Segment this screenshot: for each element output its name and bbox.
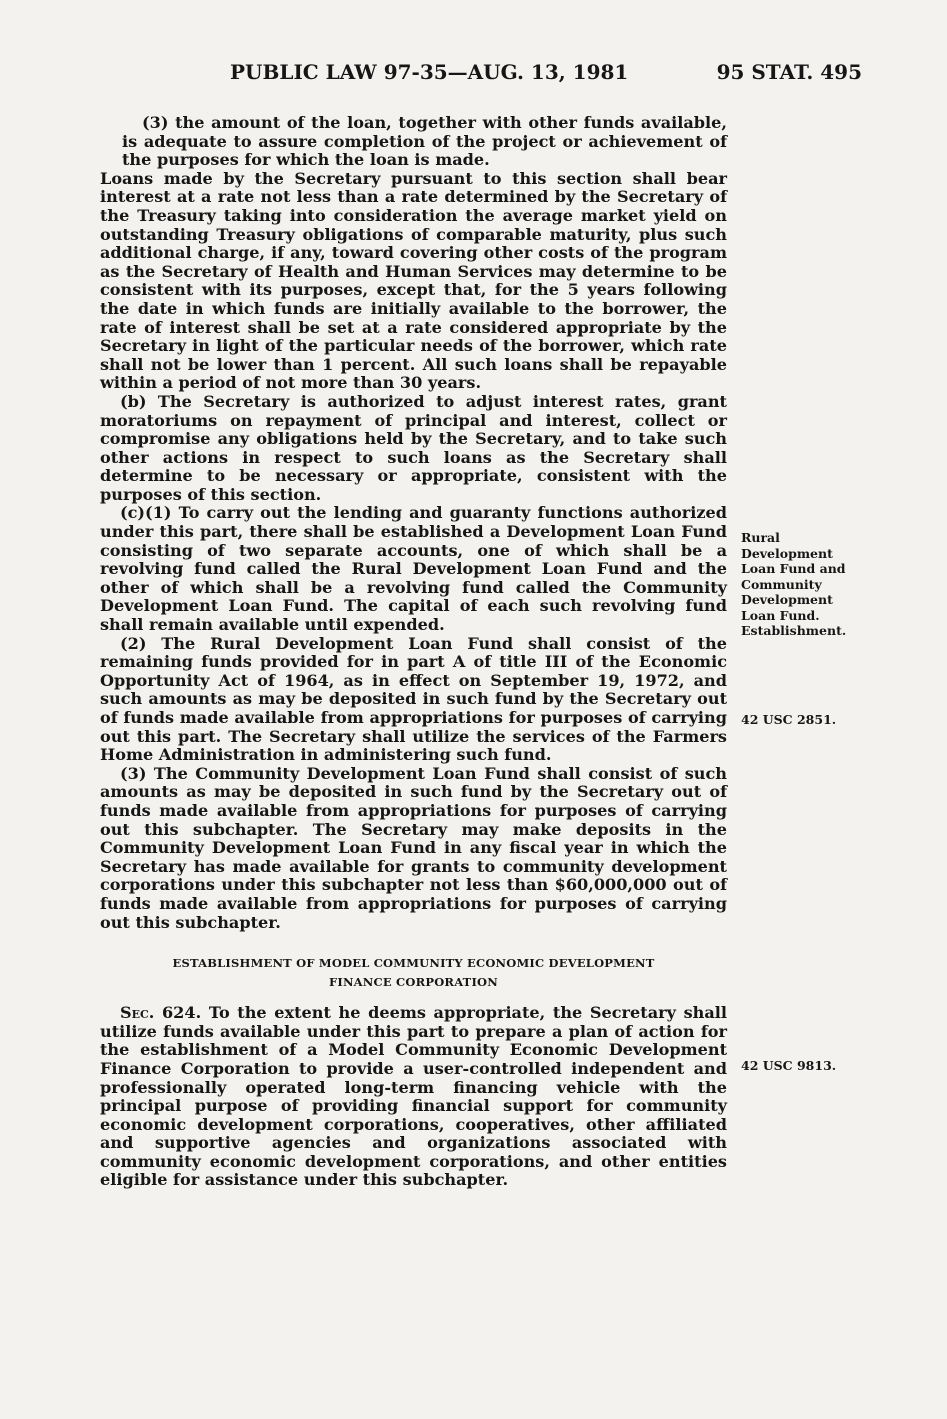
body-text <box>100 114 727 1190</box>
paragraph-c1: (c)(1) To carry out the lending and guaranty functions authorized under this part, there shall be established a Development Loan Fund consisting of two separate accounts, one of which shall be a revolving fund called the Rural Development Loan Fund and the other of which shall be a revolving fund called the Community Development Loan Fund. The capital of each such revolving fund shall remain available until expended. <box>100 503 727 635</box>
page-header-stat-number: 95 STAT. 495 <box>716 60 862 84</box>
section-label: Sec. 624. <box>120 1003 202 1023</box>
margin-note-line: Loan Fund. <box>741 607 820 623</box>
page-header-title: PUBLIC LAW 97-35—AUG. 13, 1981 <box>230 60 629 84</box>
paragraph-a3: (3) the amount of the loan, together with other funds available, is adequate to assure completion of the project or achievement of the purposes for which the loan is made. <box>122 113 727 170</box>
section-624-text: To the extent he deems appropriate, the Secretary shall utilize funds available under this part to prepare a plan of action for the establishment of a Model Community Economic Development Finance Corporation to provide a user-controlled independent and professionally operated long-term financing vehicle with the principal purpose of providing financial support for community economic development corporations, cooperatives, other affiliated and supportive agencies and organizations associated with community economic development corporations, and other entities eligible for assistance under this subchapter. <box>100 1003 727 1190</box>
margin-note-line: Loan Fund and <box>741 561 846 576</box>
section-heading-line1: ESTABLISHMENT OF MODEL COMMUNITY ECONOMIC DEVELOPMENT <box>172 956 655 971</box>
paragraph-c2: (2) The Rural Development Loan Fund shall consist of the remaining funds provided for in part A of title III of the Economic Opportunity Act of 1964, as in effect on September 19, 1972, and such amounts as may be deposited in such fund by the Secretary out of funds made available from appropriations for purposes of carrying out this part. The Secretary shall utilize the services of the Farmers Home Administration in administering such fund. <box>100 633 727 765</box>
margin-note-rural-development <box>741 530 941 639</box>
margin-note-line: Community <box>741 576 822 592</box>
margin-note-usc-9813: 42 USC 9813. <box>741 1058 837 1073</box>
running-head <box>100 60 862 90</box>
paragraph-c3: (3) The Community Development Loan Fund shall consist of such amounts as may be deposited in such fund by the Secretary out of funds made available from appropriations for purposes of carrying out this subchapter. The Secretary may make deposits in the Community Development Loan Fund in any fiscal year in which the Secretary has made available for grants to community development corporations under this subchapter not less than $60,000,000 out of funds made available from appropriations for purposes of carrying out this subchapter. <box>100 763 727 932</box>
margin-note-line: Development <box>741 545 833 561</box>
paragraph-b: (b) The Secretary is authorized to adjust interest rates, grant moratoriums on repayment of principal and interest, collect or compromise any obligations held by the Secretary, and to take such other actions in respect to such loans as the Secretary shall determine to be necessary or appropriate, consistent with the purposes of this section. <box>100 391 727 504</box>
paragraph-loans-interest: Loans made by the Secretary pursuant to this section shall bear interest at a rate not less than a rate determined by the Secretary of the Treasury taking into consideration the average market yield on outstanding Treasury obligations of comparable maturity, plus such additional charge, if any, toward covering other costs of the program as the Secretary of Health and Human Services may determine to be consistent with its purposes, except that, for the 5 years following the date in which funds are initially available to the borrower, the rate of interest shall be set at a rate considered appropriate by the Secretary in light of the particular needs of the borrower, which rate shall not be lower than 1 percent. All such loans shall be repayable within a period of not more than 30 years. <box>100 168 727 393</box>
margin-note-line: Development <box>741 592 833 607</box>
margin-note-line: Establishment. <box>741 623 847 638</box>
paragraph-sec-624 <box>100 1004 727 1190</box>
section-heading-line2: FINANCE CORPORATION <box>329 975 498 990</box>
margin-note-line: Rural <box>741 530 780 545</box>
section-heading <box>100 954 727 992</box>
margin-note-usc-2851: 42 USC 2851. <box>741 712 837 727</box>
